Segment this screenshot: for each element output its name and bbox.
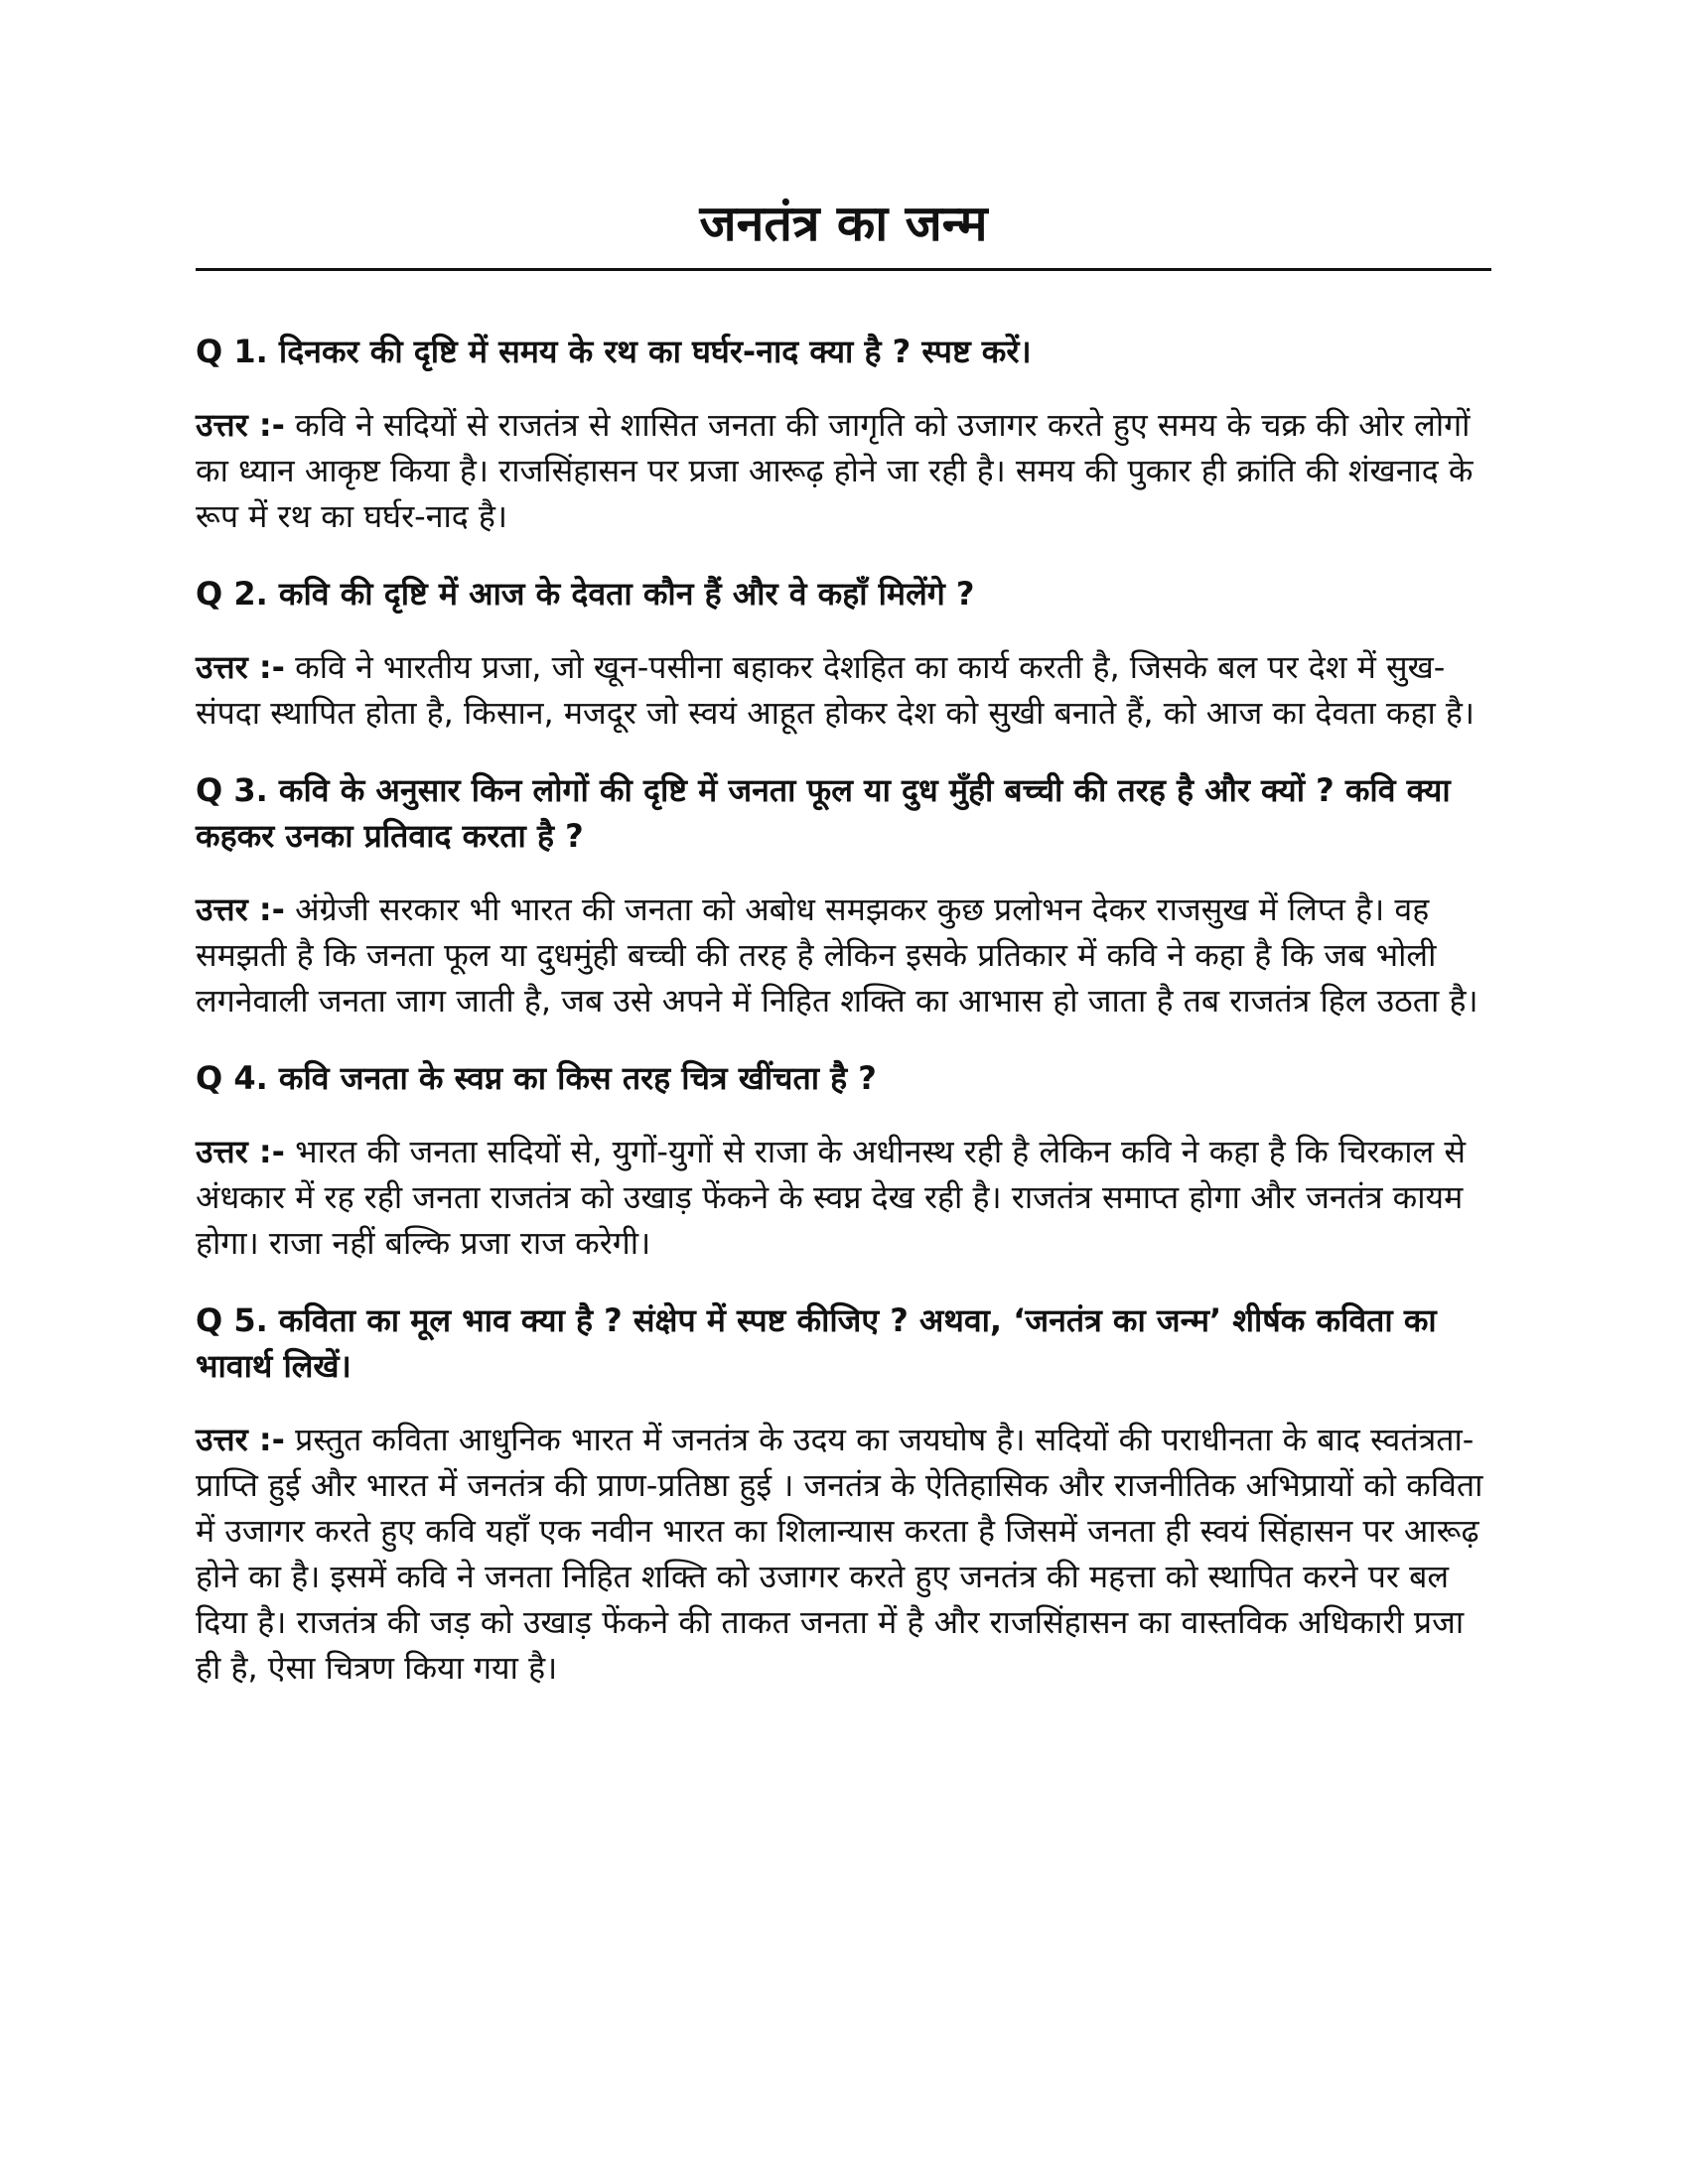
title-divider — [196, 268, 1491, 271]
qa-item-3 — [196, 767, 1491, 1024]
qa-item-2 — [196, 571, 1491, 736]
question-5: Q 5. कविता का मूल भाव क्या है ? संक्षेप में स्पष्ट कीजिए ? अथवा, ‘जनतंत्र का जन्म’ शीर्षक कविता का भावार्थ लिखें। — [196, 1301, 1437, 1385]
answer-text-2: कवि ने भारतीय प्रजा, जो खून-पसीना बहाकर देशहित का कार्य करती है, जिसके बल पर देश में सुख-संपदा स्थापित होता है, किसान, मजदूर जो स्वयं आहूत होकर देश को सुखी बनाते हैं, को आज का देवता कहा है। — [196, 648, 1476, 732]
answer-text-1: कवि ने सदियों से राजतंत्र से शासित जनता की जागृति को उजागर करते हुए समय के चक्र की ओर लोगों का ध्यान आकृष्ट किया है। राजसिंहासन पर प्रजा आरूढ़ होने जा रही है। समय की पुकार ही क्रांति की शंखनाद के रूप में रथ का घर्घर-नाद है। — [196, 406, 1474, 535]
question-4: Q 4. कवि जनता के स्वप्न का किस तरह चित्र खींचता है ? — [196, 1059, 877, 1097]
answer-2 — [196, 644, 1491, 736]
answer-3 — [196, 887, 1491, 1024]
qa-item-1 — [196, 329, 1491, 539]
qa-item-5 — [196, 1297, 1491, 1691]
answer-text-3: अंग्रेजी सरकार भी भारत की जनता को अबोध समझकर कुछ प्रलोभन देकर राजसुख में लिप्त है। वह समझती है कि जनता फूल या दुधमुंही बच्ची की तरह है लेकिन इसके प्रतिकार में कवि ने कहा है कि जब भोली लगनेवाली जनता जाग जाती है, जब उसे अपने में निहित शक्ति का आभास हो जाता है तब राजतंत्र हिल उठता है। — [196, 890, 1478, 1020]
answer-text-5: प्रस्तुत कविता आधुनिक भारत में जनतंत्र के उदय का जयघोष है। सदियों की पराधीनता के बाद स्वतंत्रता-प्राप्ति हुई और भारत में जनतंत्र की प्राण-प्रतिष्ठा हुई । जनतंत्र के ऐतिहासिक और राजनीतिक अभिप्रायों को कविता में उजागर करते हुए कवि यहाँ एक नवीन भारत का शिलान्यास करता है जिसमें जनता ही स्वयं सिंहासन पर आरूढ़ होने का है। इसमें कवि ने जनता निहित शक्ति को उजागर करते हुए जनतंत्र की महत्ता को स्थापित करने पर बल दिया है। राजतंत्र की जड़ को उखाड़ फेंकने की ताकत जनता में है और राजसिंहासन का वास्तविक अधिकारी प्रजा ही है, ऐसा चित्रण किया गया है। — [196, 1421, 1483, 1687]
answer-4 — [196, 1129, 1491, 1266]
page-title: जनतंत्र का जन्म — [699, 195, 988, 252]
answer-text-4: भारत की जनता सदियों से, युगों-युगों से राजा के अधीनस्थ रही है लेकिन कवि ने कहा है कि चिरकाल से अंधकार में रह रही जनता राजतंत्र को उखाड़ फेंकने के स्वप्न देख रही है। राजतंत्र समाप्त होगा और जनतंत्र कायम होगा। राजा नहीं बल्कि प्रजा राज करेगी। — [196, 1133, 1466, 1262]
answer-prefix: उत्तर :- — [196, 1421, 285, 1458]
qa-item-4 — [196, 1055, 1491, 1266]
question-1: Q 1. दिनकर की दृष्टि में समय के रथ का घर्घर-नाद क्या है ? स्पष्ट करें। — [196, 333, 1032, 370]
document-page — [196, 189, 1491, 1722]
answer-5 — [196, 1417, 1491, 1691]
answer-1 — [196, 402, 1491, 539]
answer-prefix: उत्तर :- — [196, 890, 285, 928]
question-2: Q 2. कवि की दृष्टि में आज के देवता कौन हैं और वे कहाँ मिलेंगे ? — [196, 575, 975, 613]
answer-prefix: उत्तर :- — [196, 1133, 285, 1170]
answer-prefix: उत्तर :- — [196, 648, 285, 686]
answer-prefix: उत्तर :- — [196, 406, 285, 444]
question-3: Q 3. कवि के अनुसार किन लोगों की दृष्टि में जनता फूल या दुध मुँही बच्ची की तरह है और क्यों ? कवि क्या कहकर उनका प्रतिवाद करता है ? — [196, 771, 1451, 855]
